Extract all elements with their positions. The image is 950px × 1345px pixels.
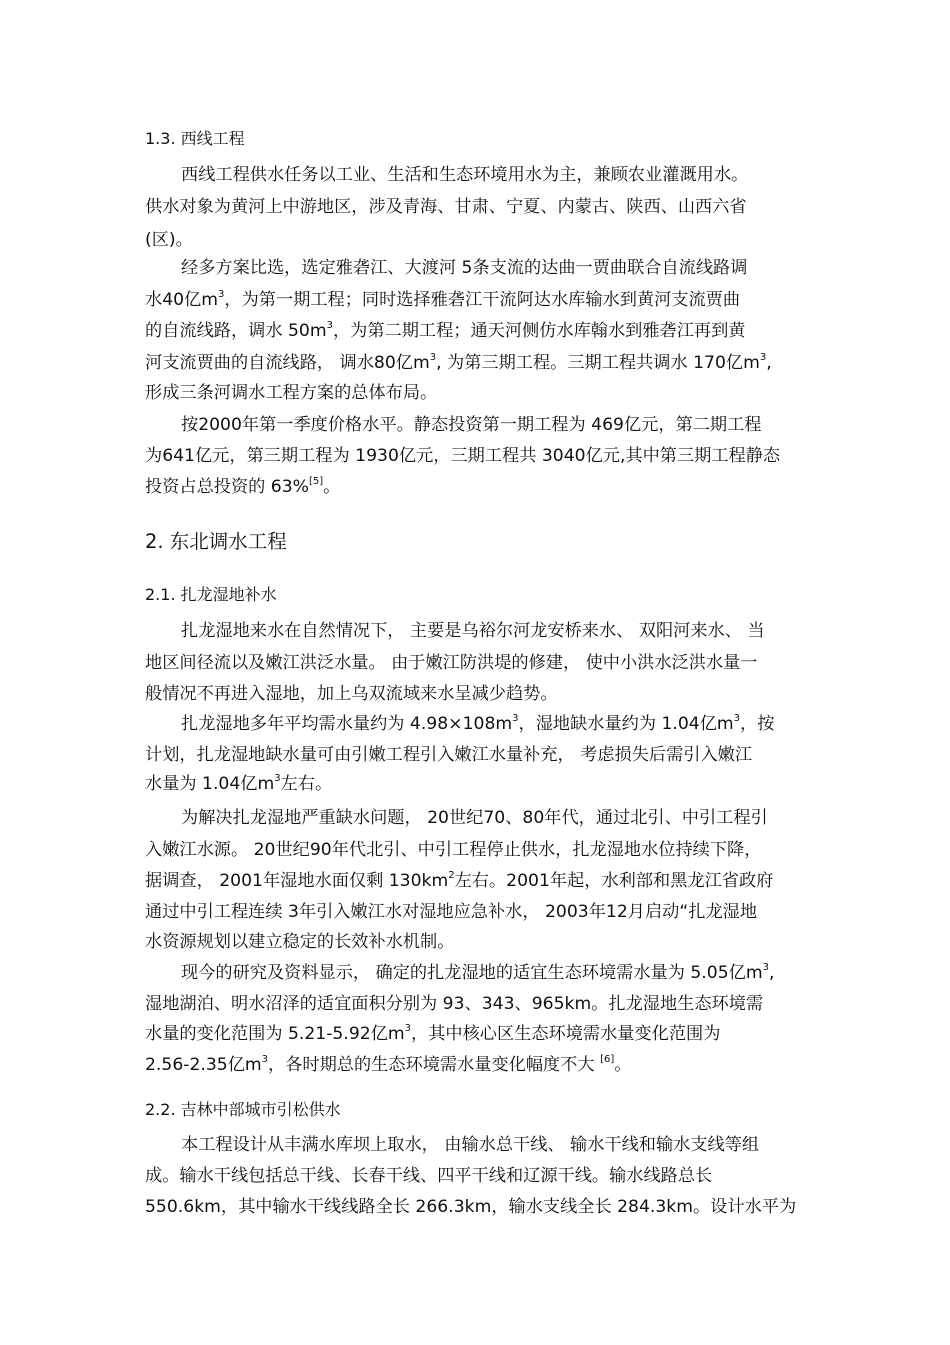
paragraph-line: 计划，扎龙湿地缺水量可由引嫩工程引入嫩江水量补充， 考虑损失后需引入嫩江 bbox=[145, 745, 753, 765]
paragraph-line: 地区间径流以及嫩江洪泛水量。 由于嫩江防洪堤的修建， 使中小洪水泛洪水量一 bbox=[145, 653, 758, 673]
section-heading-2-1: 2.1. 扎龙湿地补水 bbox=[145, 585, 277, 604]
paragraph-line: 水40亿$m^3$，为第一期工程；同时选择雅砻江干流阿达水库输水到黄河支流贾曲 bbox=[145, 289, 741, 310]
paragraph-line: 按2000年第一季度价格水平。静态投资第一期工程为 469亿元，第二期工程 bbox=[181, 415, 762, 435]
paragraph-line: 现今的研究及资料显示， 确定的扎龙湿地的适宜生态环境需水量为 5.05亿$m^3$, bbox=[181, 962, 775, 983]
paragraph-line: 水量的变化范围为 5.21-5.92亿$m^3$，其中核心区生态环境需水量变化范围为 bbox=[145, 1023, 721, 1044]
paragraph-line: 供水对象为黄河上中游地区，涉及青海、甘肃、宁夏、内蒙古、陕西、山西六省 bbox=[145, 197, 747, 217]
paragraph-line: 据调查， 2001年湿地水面仅剩 $130km^2$左右。2001年起，水利部和黑龙江省政府 bbox=[145, 870, 774, 891]
paragraph-line: 水量为 1.04亿$m^3$左右。 bbox=[145, 773, 333, 794]
section-heading-2: 2. 东北调水工程 bbox=[145, 530, 287, 553]
paragraph-line: 经多方案比选，选定雅砻江、大渡河 5条支流的达曲一贾曲联合自流线路调 bbox=[181, 258, 748, 278]
section-heading-1-3: 1.3. 西线工程 bbox=[145, 129, 245, 148]
paragraph-line: (区)。 bbox=[145, 230, 193, 250]
paragraph-line: 550.6km，其中输水干线线路全长 266.3km，输水支线全长 284.3km。设计水平为 bbox=[145, 1197, 797, 1217]
paragraph-line: 湿地湖泊、明水沼泽的适宜面积分别为 93、343、965km。扎龙湿地生态环境需 bbox=[145, 994, 764, 1014]
paragraph-line: 入嫩江水源。 20世纪90年代北引、中引工程停止供水，扎龙湿地水位持续下降， bbox=[145, 840, 762, 860]
paragraph-line: 本工程设计从丰满水库坝上取水， 由输水总干线、 输水干线和输水支线等组 bbox=[181, 1135, 760, 1155]
paragraph-line: 成。输水干线包括总干线、长春干线、四平干线和辽源干线。输水线路总长 bbox=[145, 1166, 713, 1186]
paragraph-line: 扎龙湿地来水在自然情况下， 主要是乌裕尔河龙安桥来水、 双阳河来水、 当 bbox=[181, 621, 765, 641]
paragraph-line: 河支流贾曲的自流线路， 调水80亿$m^3$, 为第三期工程。三期工程共调水 170亿$m^3$, bbox=[145, 352, 772, 373]
paragraph-line: 2.56-2.35亿$m^3$，各时期总的生态环境需水量变化幅度不大 [6]。 bbox=[145, 1054, 632, 1075]
citation: [6] bbox=[600, 1054, 615, 1065]
paragraph-line: 的自流线路，调水 $50m^3$，为第二期工程；通天河侧仿水库翰水到雅砻江再到黄 bbox=[145, 320, 746, 341]
citation: [5] bbox=[308, 476, 324, 487]
paragraph-line: 投资占总投资的 63%[5]。 bbox=[145, 476, 341, 497]
paragraph-line: 为解决扎龙湿地严重缺水问题， 20世纪70、80年代，通过北引、中引工程引 bbox=[181, 808, 768, 828]
paragraph-line: 为641亿元，第三期工程为 1930亿元，三期工程共 3040亿元,其中第三期工程静态 bbox=[145, 446, 781, 466]
section-heading-2-2: 2.2. 吉林中部城市引松供水 bbox=[145, 1100, 341, 1119]
paragraph-line: 西线工程供水任务以工业、生活和生态环境用水为主，兼顾农业灌溉用水。 bbox=[181, 165, 749, 185]
paragraph-line: 扎龙湿地多年平均需水量约为 $4.98\times 108m^3$，湿地缺水量约为 1.04亿$m^3$，按 bbox=[181, 713, 775, 734]
paragraph-line: 形成三条河调水工程方案的总体布局。 bbox=[145, 383, 438, 403]
paragraph-line: 通过中引工程连续 3年引入嫩江水对湿地应急补水， 2003年12月启动“扎龙湿地 bbox=[145, 902, 758, 922]
paragraph-line: 般情况不再进入湿地，加上乌双流域来水呈减少趋势。 bbox=[145, 684, 558, 704]
paragraph-line: 水资源规划以建立稳定的长效补水机制。 bbox=[145, 932, 455, 952]
